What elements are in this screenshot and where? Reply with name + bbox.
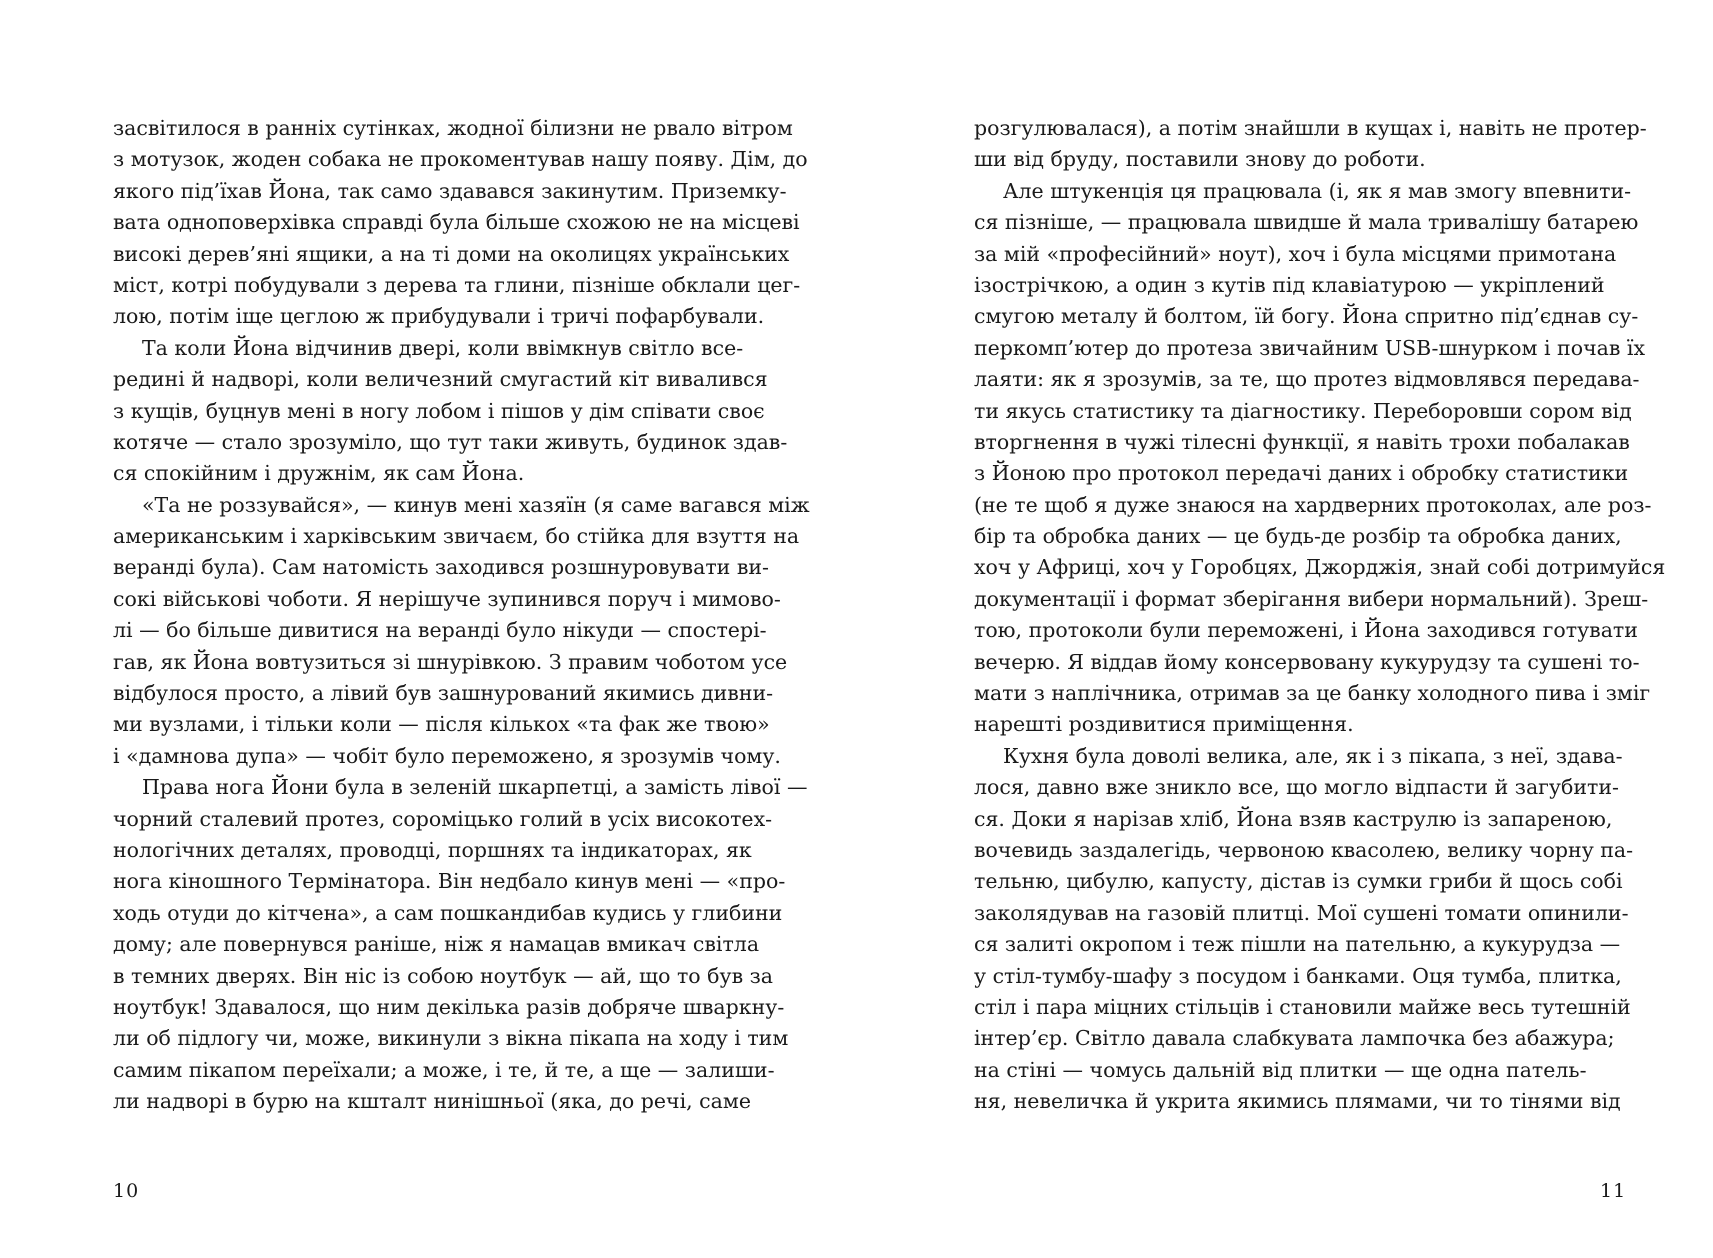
- text-line: у стіл-тумбу-шафу з посудом і банками. Оця тумба, плитка,: [974, 963, 1622, 988]
- text-line: ся залиті окропом і теж пішли на пательню, а кукурудза —: [974, 932, 1621, 957]
- text-line: ся пізніше, — працювала швидше й мала тривалішу батарею: [974, 210, 1639, 235]
- text-line: нога кіношного Термінатора. Він недбало кинув мені — «про-: [113, 869, 786, 894]
- text-line: розгулювалася), а потім знайшли в кущах і, навіть не протер-: [974, 116, 1647, 140]
- text-line: мати з наплічника, отримав за це банку холодного пива і зміг: [974, 681, 1651, 706]
- text-line: лі — бо більше дивитися на веранді було нікуди — спостері-: [113, 618, 767, 643]
- text-line: вочевидь заздалегідь, червоною квасолею, велику чорну па-: [974, 837, 1634, 862]
- text-line: ся спокійним і дружнім, як сам Йона.: [113, 461, 525, 486]
- text-line: Права нога Йони була в зеленій шкарпетці, а замість лівої —: [142, 775, 808, 800]
- text-line: ти якусь статистику та діагностику. Переборовши сором від: [974, 398, 1632, 423]
- text-line: Та коли Йона відчинив двері, коли ввімкнув світло все-: [142, 335, 744, 360]
- text-line: на стіні — чомусь дальній від плитки — ще одна патель-: [974, 1057, 1587, 1082]
- text-line: документації і формат зберігання вибери нормальний). Зреш-: [974, 586, 1649, 611]
- text-line: нарешті роздивитися приміщення.: [974, 712, 1354, 737]
- text-line: самим пікапом переїхали; а може, і те, й те, а ще — залиши-: [113, 1057, 775, 1082]
- text-line: ізострічкою, а один з кутів під клавіатурою — укріплений: [974, 272, 1605, 297]
- text-line: котяче — стало зрозуміло, що тут таки живуть, будинок здав-: [113, 429, 788, 454]
- left-page: [113, 113, 810, 1118]
- page-number-right: 11: [1600, 1180, 1627, 1202]
- text-line: ши від бруду, поставили знову до роботи.: [974, 147, 1426, 172]
- text-line: і «дамнова дупа» — чобіт було переможено, я зрозумів чому.: [113, 743, 781, 768]
- text-line: американським і харківським звичаєм, бо стійка для взуття на: [113, 524, 800, 549]
- text-line: Але штукенція ця працювала (і, як я мав змогу впевнити-: [1003, 178, 1632, 203]
- text-line: ми вузлами, і тільки коли — після кількох «та фак же твою»: [113, 712, 770, 737]
- text-line: смугою металу й болтом, їй богу. Йона спритно під’єднав су-: [974, 304, 1639, 329]
- text-line: тельню, цибулю, капусту, дістав із сумки гриби й щось собі: [974, 869, 1623, 894]
- text-line: Кухня була доволі велика, але, як і з пікапа, з неї, здава-: [1003, 743, 1623, 768]
- text-line: ли об підлогу чи, може, викинули з вікна пікапа на ходу і тим: [113, 1026, 789, 1051]
- text-line: високі дерев’яні ящики, а на ті доми на околицях українських: [113, 241, 790, 266]
- text-line: вата одноповерхівка справді була більше схожою не на місцеві: [113, 210, 800, 235]
- text-line: (не те щоб я дуже знаюся на хардверних протоколах, але роз-: [974, 492, 1652, 517]
- text-line: якого під’їхав Йона, так само здавався закинутим. Приземку-: [113, 178, 787, 203]
- text-line: за мій «професійний» ноут), хоч і була місцями примотана: [974, 241, 1617, 266]
- text-line: веранді була). Сам натомість заходився розшнуровувати ви-: [113, 555, 769, 580]
- text-line: з мотузок, жоден собака не прокоментував нашу появу. Дім, до: [113, 147, 808, 172]
- text-line: стіл і пара міцних стільців і становили майже весь тутешній: [974, 994, 1631, 1019]
- text-line: чорний сталевий протез, сороміцько голий в усіх високотех-: [113, 806, 773, 831]
- text-line: ходь отуди до кітчена», а сам пошкандибав кудись у глибини: [113, 900, 783, 925]
- text-line: заколядував на газовій плитці. Мої сушені томати опинили-: [974, 900, 1629, 925]
- text-line: ня, невеличка й укрита якимись плямами, чи то тінями від: [974, 1089, 1621, 1114]
- text-line: засвітилося в ранніх сутінках, жодної білизни не рвало вітром: [113, 116, 793, 140]
- text-line: лаяти: як я зрозумів, за те, що протез відмовлявся передава-: [974, 367, 1640, 392]
- text-line: лою, потім іще цеглою ж прибудували і тричі пофарбували.: [113, 304, 765, 329]
- text-line: відбулося просто, а лівий був зашнурований якимись дивни-: [113, 681, 774, 706]
- page-number-left: 10: [113, 1180, 140, 1202]
- text-line: міст, котрі побудували з дерева та глини, пізніше обклали цег-: [113, 272, 801, 297]
- text-line: перкомп’ютер до протеза звичайним USB-шнурком і почав їх: [974, 335, 1646, 360]
- text-line: сокі військові чоботи. Я нерішуче зупинився поруч і мимово-: [113, 586, 781, 611]
- text-line: ся. Доки я нарізав хліб, Йона взяв каструлю із запареною,: [974, 806, 1613, 831]
- text-line: «Та не роззувайся», — кинув мені хазяїн (я саме вагався між: [142, 492, 810, 517]
- text-line: бір та обробка даних — це будь-де розбір та обробка даних,: [974, 524, 1622, 549]
- text-line: інтер’єр. Світло давала слабкувата лампочка без абажура;: [974, 1026, 1615, 1051]
- text-line: лося, давно вже зникло все, що могло відпасти й загубити-: [974, 775, 1619, 800]
- text-line: вечерю. Я віддав йому консервовану кукурудзу та сушені то-: [974, 649, 1640, 674]
- text-line: тою, протоколи були переможені, і Йона заходився готувати: [974, 618, 1638, 643]
- text-line: дому; але повернувся раніше, ніж я намацав вмикач світла: [113, 932, 760, 957]
- text-line: ноутбук! Здавалося, що ним декілька разів добряче шваркну-: [113, 994, 785, 1019]
- text-line: з Йоною про протокол передачі даних і обробку статистики: [974, 461, 1629, 486]
- text-line: ли надворі в бурю на кшталт нинішньої (яка, до речі, саме: [113, 1089, 751, 1114]
- text-line: редині й надворі, коли величезний смугастий кіт вивалився: [113, 367, 768, 392]
- right-page: [974, 113, 1666, 1118]
- text-line: з кущів, буцнув мені в ногу лобом і пішов у дім співати своє: [113, 398, 765, 423]
- text-line: хоч у Африці, хоч у Горобцях, Джорджія, знай собі дотримуйся: [974, 555, 1666, 580]
- text-line: в темних дверях. Він ніс із собою ноутбук — ай, що то був за: [113, 963, 774, 988]
- text-line: гав, як Йона вовтузиться зі шнурівкою. З правим чоботом усе: [113, 649, 788, 674]
- text-line: вторгнення в чужі тілесні функції, я навіть трохи побалакав: [974, 429, 1630, 454]
- text-line: нологічних деталях, проводці, поршнях та індикаторах, як: [113, 837, 752, 862]
